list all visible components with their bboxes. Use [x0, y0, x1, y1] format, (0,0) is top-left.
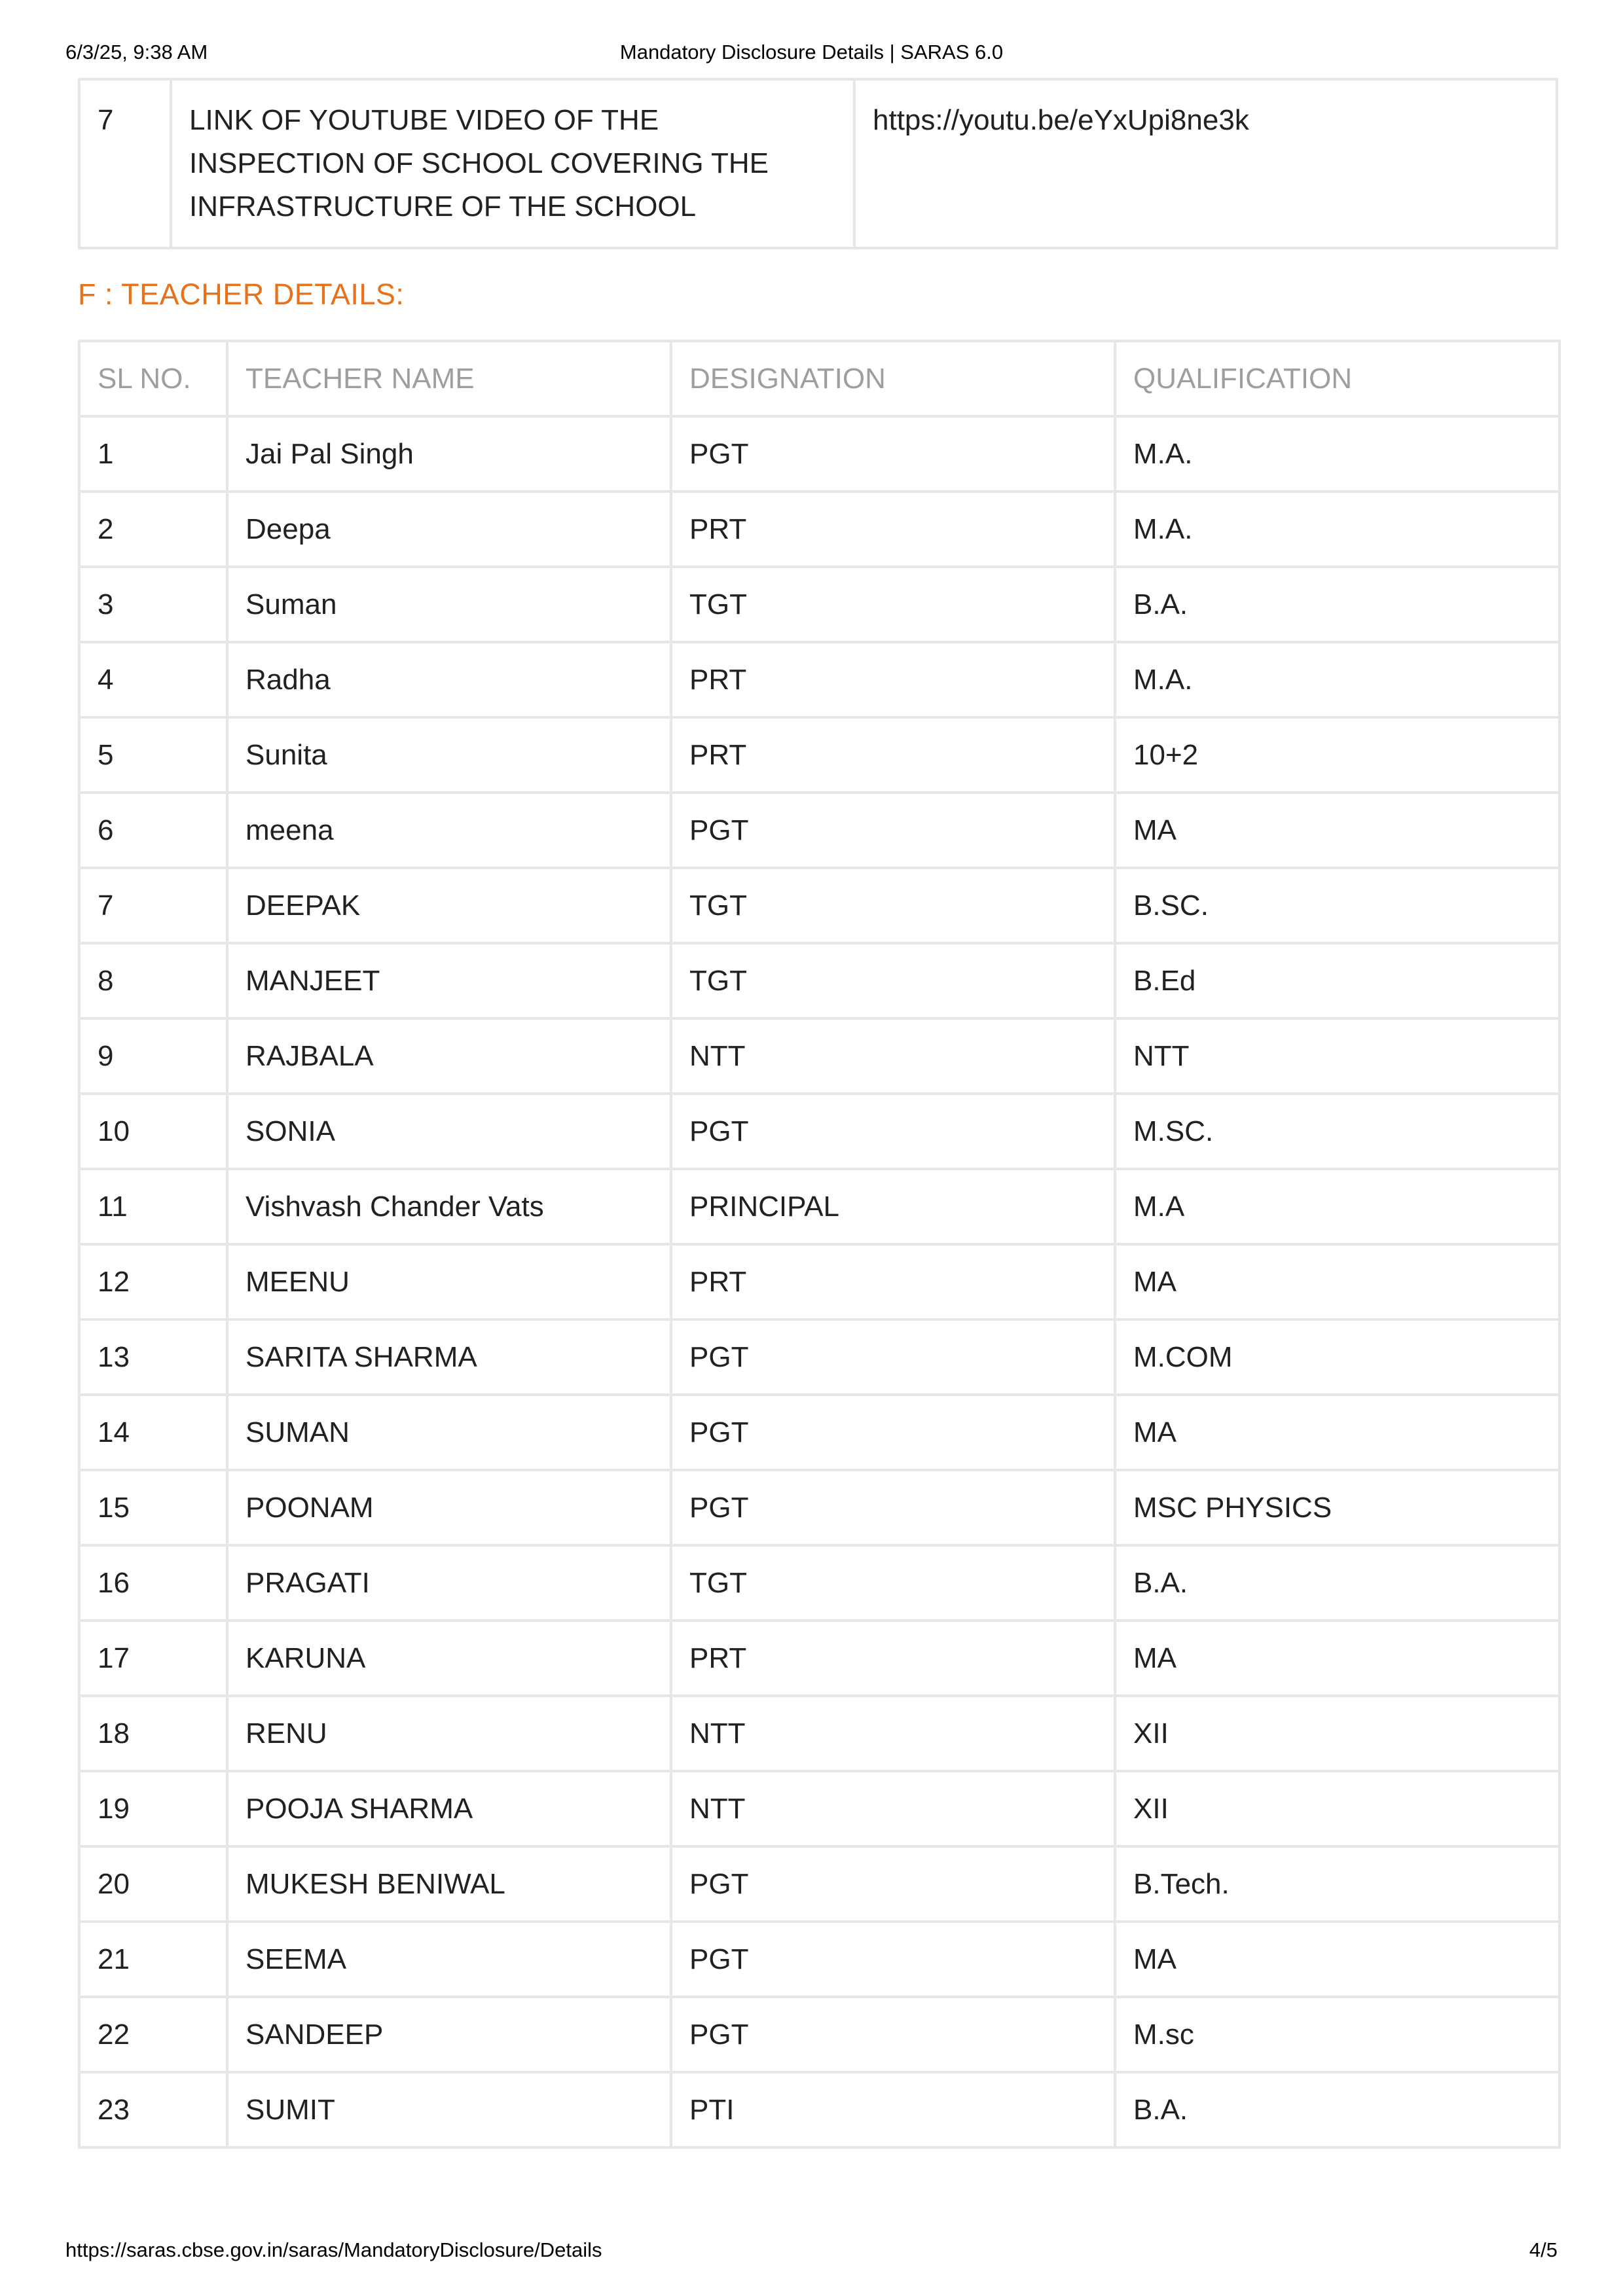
- cell-qualification: MA: [1115, 1244, 1559, 1319]
- cell-qualification: XII: [1115, 1696, 1559, 1771]
- cell-qualification: M.COM: [1115, 1319, 1559, 1395]
- cell-designation: TGT: [671, 1545, 1115, 1621]
- cell-sl-no: 2: [79, 492, 227, 567]
- cell-qualification: XII: [1115, 1771, 1559, 1846]
- cell-teacher-name: POOJA SHARMA: [227, 1771, 671, 1846]
- cell-sl-no: 16: [79, 1545, 227, 1621]
- cell-designation: TGT: [671, 567, 1115, 642]
- cell-designation: NTT: [671, 1696, 1115, 1771]
- table-row: [79, 1169, 1559, 1244]
- table-row: [79, 1922, 1559, 1997]
- cell-designation: PGT: [671, 1319, 1115, 1395]
- cell-sl-no: 18: [79, 1696, 227, 1771]
- cell-designation: PGT: [671, 1094, 1115, 1169]
- table-row: [79, 1395, 1559, 1470]
- cell-teacher-name: meena: [227, 793, 671, 868]
- cell-qualification: NTT: [1115, 1018, 1559, 1094]
- cell-sl-no: 17: [79, 1621, 227, 1696]
- table-row: [79, 1846, 1559, 1922]
- print-page-number: 4/5: [1529, 2238, 1558, 2261]
- cell-qualification: MA: [1115, 1922, 1559, 1997]
- cell-sl-no: 6: [79, 793, 227, 868]
- cell-qualification: B.A.: [1115, 2072, 1559, 2147]
- cell-designation: PRT: [671, 717, 1115, 793]
- cell-teacher-name: SANDEEP: [227, 1997, 671, 2072]
- cell-sl-no: 3: [79, 567, 227, 642]
- table-row: [79, 2072, 1559, 2147]
- cell-qualification: M.A: [1115, 1169, 1559, 1244]
- cell-designation: TGT: [671, 943, 1115, 1018]
- cell-sl-no: 8: [79, 943, 227, 1018]
- cell-qualification: 10+2: [1115, 717, 1559, 793]
- print-header: [65, 41, 1558, 69]
- cell-designation: PRT: [671, 1244, 1115, 1319]
- cell-teacher-name: Suman: [227, 567, 671, 642]
- cell-sl-no: 13: [79, 1319, 227, 1395]
- cell-teacher-name: Radha: [227, 642, 671, 717]
- cell-qualification: B.A.: [1115, 567, 1559, 642]
- cell-designation: PRT: [671, 492, 1115, 567]
- table-row: [79, 79, 1557, 248]
- cell-designation: PRT: [671, 1621, 1115, 1696]
- table-row: [79, 1545, 1559, 1621]
- column-header-designation: DESIGNATION: [671, 341, 1115, 416]
- print-footer: [65, 2238, 1558, 2267]
- cell-teacher-name: MANJEET: [227, 943, 671, 1018]
- table-row: [79, 868, 1559, 943]
- infrastructure-table: [78, 78, 1558, 249]
- cell-sl-no: 9: [79, 1018, 227, 1094]
- cell-designation: PGT: [671, 1922, 1115, 1997]
- cell-qualification: M.A.: [1115, 492, 1559, 567]
- cell-teacher-name: Deepa: [227, 492, 671, 567]
- cell-designation: PTI: [671, 2072, 1115, 2147]
- cell-designation: PGT: [671, 1470, 1115, 1545]
- cell-qualification: B.Tech.: [1115, 1846, 1559, 1922]
- cell-qualification: MA: [1115, 1621, 1559, 1696]
- table-row: [79, 1621, 1559, 1696]
- cell-teacher-name: KARUNA: [227, 1621, 671, 1696]
- cell-sl-no: 19: [79, 1771, 227, 1846]
- teacher-details-heading: F : TEACHER DETAILS:: [78, 278, 405, 311]
- cell-teacher-name: Sunita: [227, 717, 671, 793]
- column-header-teacher-name: TEACHER NAME: [227, 341, 671, 416]
- table-row: [79, 1018, 1559, 1094]
- cell-qualification: M.SC.: [1115, 1094, 1559, 1169]
- cell-teacher-name: SEEMA: [227, 1922, 671, 1997]
- cell-teacher-name: RENU: [227, 1696, 671, 1771]
- table-row: [79, 943, 1559, 1018]
- table-row: [79, 1244, 1559, 1319]
- cell-designation: PRINCIPAL: [671, 1169, 1115, 1244]
- cell-designation: PGT: [671, 416, 1115, 492]
- cell-teacher-name: SARITA SHARMA: [227, 1319, 671, 1395]
- cell-qualification: M.A.: [1115, 642, 1559, 717]
- teacher-details-table: [78, 340, 1561, 2149]
- cell-teacher-name: POONAM: [227, 1470, 671, 1545]
- cell-sl-no: 15: [79, 1470, 227, 1545]
- cell-sl-no: 22: [79, 1997, 227, 2072]
- cell-designation: PRT: [671, 642, 1115, 717]
- cell-sl-no: 11: [79, 1169, 227, 1244]
- cell-qualification: MA: [1115, 793, 1559, 868]
- cell-designation: TGT: [671, 868, 1115, 943]
- table-row: [79, 1319, 1559, 1395]
- table-row: [79, 416, 1559, 492]
- table-row: [79, 1771, 1559, 1846]
- cell-sl-no: 20: [79, 1846, 227, 1922]
- table-row: [79, 1997, 1559, 2072]
- cell-sl-no: 5: [79, 717, 227, 793]
- cell-teacher-name: MUKESH BENIWAL: [227, 1846, 671, 1922]
- cell-qualification: MA: [1115, 1395, 1559, 1470]
- table-row: [79, 642, 1559, 717]
- column-header-sl-no: SL NO.: [79, 341, 227, 416]
- cell-teacher-name: SUMIT: [227, 2072, 671, 2147]
- cell-designation: PGT: [671, 1997, 1115, 2072]
- cell-qualification: B.Ed: [1115, 943, 1559, 1018]
- cell-teacher-name: Jai Pal Singh: [227, 416, 671, 492]
- table-row: [79, 1470, 1559, 1545]
- cell-designation: NTT: [671, 1771, 1115, 1846]
- cell-teacher-name: MEENU: [227, 1244, 671, 1319]
- print-datetime: 6/3/25, 9:38 AM: [65, 41, 208, 63]
- cell-teacher-name: Vishvash Chander Vats: [227, 1169, 671, 1244]
- cell-designation: PGT: [671, 793, 1115, 868]
- table-row: [79, 1696, 1559, 1771]
- cell-teacher-name: RAJBALA: [227, 1018, 671, 1094]
- youtube-link[interactable]: https://youtu.be/eYxUpi8ne3k: [854, 79, 1557, 248]
- cell-teacher-name: SONIA: [227, 1094, 671, 1169]
- cell-designation: NTT: [671, 1018, 1115, 1094]
- cell-designation: PGT: [671, 1395, 1115, 1470]
- cell-sl-no: 10: [79, 1094, 227, 1169]
- print-page-title: Mandatory Disclosure Details | SARAS 6.0: [619, 41, 1004, 63]
- cell-sl-no: 1: [79, 416, 227, 492]
- table-row: [79, 717, 1559, 793]
- cell-designation: PGT: [671, 1846, 1115, 1922]
- table-row: [79, 492, 1559, 567]
- cell-qualification: B.A.: [1115, 1545, 1559, 1621]
- table-row: [79, 567, 1559, 642]
- table-row: [79, 793, 1559, 868]
- cell-qualification: B.SC.: [1115, 868, 1559, 943]
- cell-sl-no: 23: [79, 2072, 227, 2147]
- infra-sl-no: 7: [79, 79, 171, 248]
- cell-qualification: MSC PHYSICS: [1115, 1470, 1559, 1545]
- table-row: [79, 1094, 1559, 1169]
- cell-teacher-name: PRAGATI: [227, 1545, 671, 1621]
- cell-qualification: M.A.: [1115, 416, 1559, 492]
- cell-sl-no: 21: [79, 1922, 227, 1997]
- table-header-row: [79, 341, 1559, 416]
- cell-sl-no: 7: [79, 868, 227, 943]
- cell-teacher-name: DEEPAK: [227, 868, 671, 943]
- cell-teacher-name: SUMAN: [227, 1395, 671, 1470]
- cell-sl-no: 12: [79, 1244, 227, 1319]
- print-url: https://saras.cbse.gov.in/saras/MandatoryDisclosure/Details: [65, 2238, 602, 2261]
- cell-qualification: M.sc: [1115, 1997, 1559, 2072]
- cell-sl-no: 14: [79, 1395, 227, 1470]
- cell-sl-no: 4: [79, 642, 227, 717]
- column-header-qualification: QUALIFICATION: [1115, 341, 1559, 416]
- infra-description: LINK OF YOUTUBE VIDEO OF THE INSPECTION OF SCHOOL COVERING THE INFRASTRUCTURE OF THE SCHOOL: [171, 79, 854, 248]
